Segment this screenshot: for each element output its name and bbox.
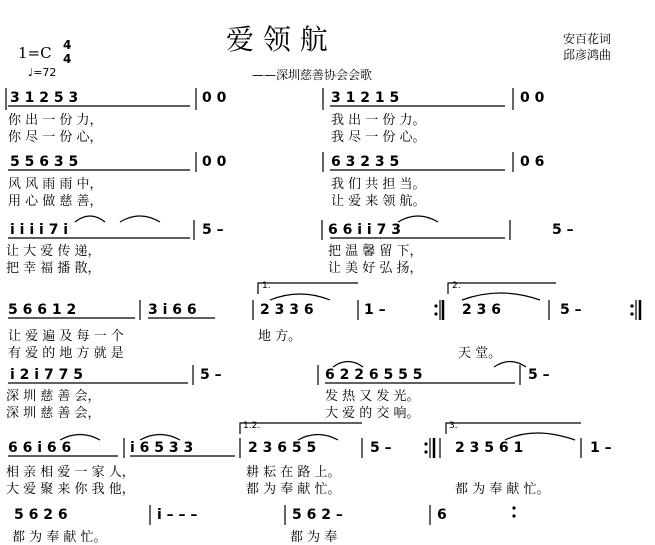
notes-s6-m3: 2 3 6 5 5 [248,440,317,456]
volta-bracket [240,423,362,434]
lyric-s1-v2-b: 我 尽 一 份 心。 [331,130,426,145]
lyric-s3-v1-b: 把 温 馨 留 下， [328,244,423,259]
slur [298,435,338,441]
lyric-s3-v2-a: 把 幸 福 播 散， [6,261,101,276]
notes-s5-m2: 5 – [200,367,222,383]
lyric-s1-v2-a: 你 尽 一 份 心， [8,130,103,145]
volta-bracket [446,423,581,434]
notes-s5-m1: i 2 i 7 7 5 [10,367,83,383]
notes-s1-m2: 0 0 [202,90,227,106]
repeat-dot [630,304,633,307]
notes-s3-m4: 5 – [552,222,574,238]
slur [75,216,105,222]
notes-s7-m2: i – – – [157,507,198,523]
slur [505,433,575,440]
notes-s6-m1: 6 6 i 6 6 [8,440,72,456]
slur [462,293,540,300]
slur [398,216,438,222]
notes-s6-m2: i 6 5 3 3 [130,440,194,456]
lyric-s5-v2-a: 深 圳 慈 善 会， [6,406,101,421]
notes-s7-m4: 6 [437,507,447,523]
lyric-s4-v2-b: 天 堂。 [458,346,502,361]
notes-s5-m3: 6 2 2 6 5 5 5 [325,367,423,383]
lyric-s7-v1-b: 都 为 奉 [290,530,338,545]
notes-s3-m3: 6 6 i i 7 3 [328,222,401,238]
notes-s6-m5: 2 3 5 6 1 [455,440,524,456]
lyric-s3-v2-b: 让 美 好 弘 扬， [328,261,423,276]
lyric-s2-v1-a: 风 风 雨 雨 中， [8,177,103,192]
volta-label-12: 1.2. [243,421,261,431]
notes-s4-m1: 5 6 6 1 2 [8,302,77,318]
lyric-s1-v1-b: 我 出 一 份 力。 [331,113,426,128]
lyric-s5-v1-b: 发 热 又 发 光。 [325,389,420,404]
notes-s2-m3: 6 3 2 3 5 [331,154,400,170]
notes-s4-m5: 2 3 6 [462,302,501,318]
lyric-s4-v1-a: 让 爱 遍 及 每 一 个 [8,329,124,344]
lyric-s6-v2-b: 都 为 奉 献 忙。 [246,482,341,497]
song-title: 爱 领 航 [226,23,328,56]
lyric-s4-v1-b: 地 方。 [258,329,302,344]
notes-s4-m4: 1 – [364,302,386,318]
volta-label-2: 2. [452,281,461,291]
slur [140,435,180,441]
composer-credit: 邱彦鸿曲 [563,48,612,62]
tempo-marking: ♩=72 [28,66,57,79]
slur [494,362,526,368]
notes-s4-m6: 5 – [560,302,582,318]
time-signature-top: 4 [63,38,72,52]
slur [333,362,363,368]
repeat-dot [630,312,633,315]
lyric-s2-v2-b: 让 爱 来 领 航。 [331,194,426,209]
notes-s1-m1: 3 1 2 5 3 [10,90,79,106]
slur [60,435,100,441]
notes-s6-m4: 5 – [370,440,392,456]
lyric-s6-v1-a: 相 亲 相 爱 一 家 人， [6,465,135,480]
notes-s7-m1: 5 6 2 6 [14,507,68,523]
notes-s6-m6: 1 – [590,440,612,456]
notes-s5-m4: 5 – [528,367,550,383]
notes-s7-m3: 5 6 2 – [292,507,343,523]
volta-label-3: 3. [449,421,458,431]
lyric-s5-v1-a: 深 圳 慈 善 会， [6,389,101,404]
notes-s2-m2: 0 0 [202,154,227,170]
lyric-s2-v1-b: 我 们 共 担 当。 [331,177,426,192]
slur [270,294,330,300]
lyric-s2-v2-a: 用 心 做 慈 善， [8,194,103,209]
subtitle: ——深圳慈善协会会歌 [252,68,373,82]
repeat-dot [512,506,515,509]
lyric-s7-v1-a: 都 为 奉 献 忙。 [12,530,107,545]
volta-label-1: 1. [262,281,271,291]
volta-bracket [258,283,358,294]
lyric-s1-v1-a: 你 出 一 份 力， [8,113,103,128]
notes-s1-m4: 0 0 [520,90,545,106]
repeat-dot [512,514,515,517]
repeat-dot [424,450,427,453]
notes-s2-m1: 5 5 6 3 5 [10,154,79,170]
lyric-s6-v1-b: 耕 耘 在 路 上。 [246,465,341,480]
time-signature-bottom: 4 [63,52,72,66]
lyric-s5-v2-b: 大 爱 的 交 响。 [325,406,420,421]
lyric-s4-v2-a: 有 爱 的 地 方 就 是 [8,346,124,361]
lyric-s6-v2-c: 都 为 奉 献 忙。 [455,482,550,497]
slur [120,216,160,222]
lyric-s6-v2-a: 大 爱 聚 来 你 我 他， [6,482,135,497]
repeat-dot [434,304,437,307]
notes-s4-m3: 2 3 3 6 [260,302,314,318]
volta-bracket [448,283,556,294]
notes-s1-m3: 3 1 2 1 5 [331,90,400,106]
notes-s4-m2: 3 i 6 6 [148,302,197,318]
lyricist-credit: 安百花词 [563,32,612,46]
key-signature: 1=C [18,44,52,62]
repeat-dot [424,442,427,445]
notes-s3-m2: 5 – [202,222,224,238]
notes-s3-m1: i i i i 7 i [10,222,69,238]
lyric-s3-v1-a: 让 大 爱 传 递， [6,244,101,259]
notes-s2-m4: 0 6 [520,154,545,170]
repeat-dot [434,312,437,315]
